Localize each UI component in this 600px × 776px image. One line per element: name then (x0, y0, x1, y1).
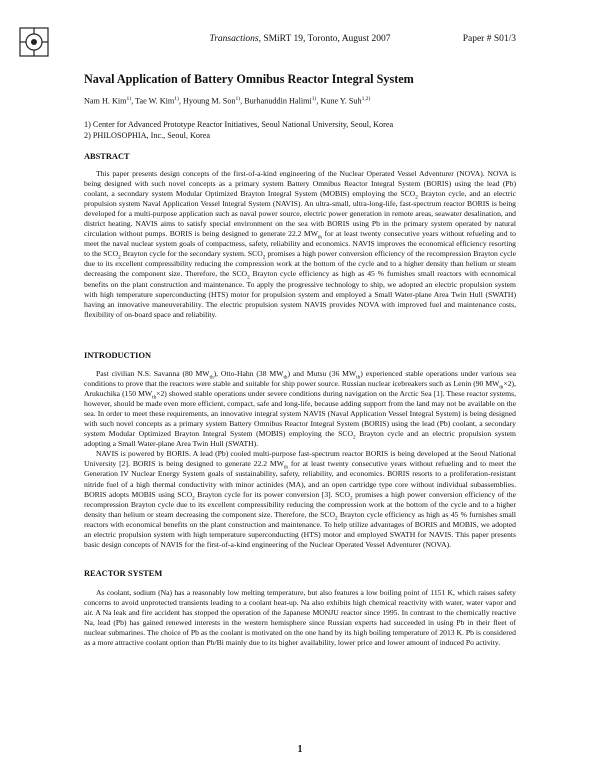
intro-paragraph-2: NAVIS is powered by BORIS. A lead (Pb) cooled multi-purpose fast-spectrum reactor BORIS is being developed at the Seoul National University [2]. BORIS is being designed to generate 22.2 $MW_{th}$ for at least twenty consecutive years without refueling and to meet the Generation IV Nuclear Energy System goals of sustainability, safety, reliability, and economics. BORIS resorts to a proliferation-resistant nitride fuel of a high thermal conductivity with minor actinides (MA), and an open cartridge type core without individual subassemblies. BORIS adopts MOBIS using $SCO_2$ Brayton cycle for its power conversion [3]. $SCO_2$ promises a high power conversion efficiency of the recompression Brayton cycle due to its excellent compressibility reducing the compression work at the bottom of the cycle and to a higher density than helium or steam decreasing the component size. Therefore, the $SCO_2$ Brayton cycle efficiency as high as 45 % furnishes small reactors with economical benefits on the plant construction and maintenance. To help utilize advantages of BORIS and MOBIS, we adopted an electric propulsion system with high temperature superconducting (HTS) motor and employed SWATH for NAVIS. This paper presents basic design concepts of NAVIS for the first-of-a-kind engineering of the Nuclear Operated Vessel Adventurer (NOVA). (84, 449, 516, 549)
abstract-heading: ABSTRACT (84, 152, 130, 161)
author-affil-mark: 1) (311, 96, 317, 102)
author-list (84, 96, 516, 106)
introduction-heading: INTRODUCTION (84, 351, 152, 360)
author-name: Nam H. Kim (84, 96, 127, 106)
abstract-paragraph: This paper presents design concepts of the first-of-a-kind engineering of the Nuclear Operated Vessel Adventurer (NOVA). NOVA is being designed with such novel concepts as a primary system Battery Omnibus Reactor Integral System (BORIS) using the lead (Pb) coolant, a secondary system Modular Optimized Brayton Integral System (MOBIS) employing the $SCO_2$ Brayton cycle, and an electric propulsion system Naval Application Vessel Integral System (NAVIS). An ultra-small, ultra-long-life, fast-spectrum reactor BORIS is being developed for a multi-purpose application such as naval power source, electric power generation in remote areas, seawater desalination, and district heating. NAVIS aims to satisfy special environment on the sea with BORIS using Pb in the primary system operated by natural circulation without pumps. BORIS is being designed to generate 22.2 $MW_{th}$ for at least twenty consecutive years without refueling and to meet the naval nuclear system goals of compactness, safety, reliability and economics. NAVIS improves the economical efficiency resorting to the $SCO_2$ Brayton cycle for the secondary system. $SCO_2$ promises a high power conversion efficiency of the recompression Brayton cycle due to its excellent compressibility reducing the compression work at the bottom of the cycle and to a higher density than helium or steam decreasing the component size. Therefore, the $SCO_2$ Brayton cycle efficiency as high as 45 % furnishes small reactors with economical benefits on the plant construction and maintenance. To apply the progressive technology to ship, we adopted an electric propulsion system with high temperature superconducting (HTS) motor for propulsion system and employed a Small Water-plane Area Twin Hull (SWATH) having an innovative maneuverability. The electric propulsion system NAVIS provides NOVA with improved fuel and maintenance costs, flexibility of on-board space and reliability. (84, 169, 516, 319)
author-name: , Tae W. Kim (131, 96, 175, 106)
reactor-system-body (84, 588, 516, 648)
author-affil-mark: 1) (235, 96, 241, 102)
author-name: , Hyoung M. Son (178, 96, 236, 106)
author-affil-mark: 1) (174, 96, 179, 102)
running-header (84, 34, 516, 48)
intro-paragraph-1: Past civilian N.S. Savanna (80 $MW_{th}$), Otto-Hahn (38 $MW_{th}$) and Mutsu (36 $MW_{th}$) experienced stable operations under various sea conditions to prove that the reactors were stable and suitable for ship power source. Russian nuclear icebreakers such as Lenin (90 $MW_{th}\times 2$), Arukuchika (150 $MW_{th}\times 2$) showed stable operations under severe conditions during navigation on the Arctic Sea [1]. These reactor systems, however, should be made even more efficient, compact, safe and long-life, because adding support from the land may not be available on the sea. In order to meet these requirements, an innovative integral system NAVIS (Naval Application Vessel Integral System) is being designed with such novel concepts as a primary system Battery Omnibus Reactor Integral System (BORIS) using the lead (Pb) coolant, a secondary system Modular Optimized Brayton Integral System (MOBIS) employing the $SCO_2$ Brayton cycle and an electric propulsion system adopting a Small Water-plane Area Twin Hull (SWATH). (84, 369, 516, 449)
abstract-body (84, 169, 516, 320)
reactor-paragraph: As coolant, sodium (Na) has a reasonably low melting temperature, but also features a low boiling point of 1151 K, which raises safety concerns to avoid unprotected transients leading to a coolant heat-up. Na also exhibits high chemical reactivity with water, water vapor and air. A Na leak and fire accident has stopped the operation of the Japanese MONJU reactor since 1995. In contrast to the chemically reactive Na, lead (Pb) has gained renewed interests in the western hemisphere since Russian experts had succeeded in using Pb in their fleet of nuclear submarines. The choice of Pb as the coolant is motivated on the one hand by its high boiling temperature of 2013 K. Pb is considered as a more attractive coolant option than Pb/Bi mainly due to its higher availability, lower price and lower amount of induced Po activity. (84, 588, 516, 648)
author-affil-mark: 1) (126, 96, 132, 102)
reactor-system-heading: REACTOR SYSTEM (84, 569, 163, 578)
header-conference-text: , SMiRT 19, Toronto, August 2007 (258, 34, 391, 44)
paper-title: Naval Application of Battery Omnibus Reactor Integral System (84, 72, 414, 86)
affiliation-2: 2) PHILOSOPHIA, Inc., Seoul, Korea (84, 131, 210, 140)
header-journal: Transactions (209, 34, 259, 44)
author-name: , Kune Y. Suh (316, 96, 362, 106)
header-paper-number: Paper # S01/3 (462, 34, 516, 44)
page-number: 1 (297, 744, 303, 755)
introduction-body (84, 369, 516, 550)
affiliation-1: 1) Center for Advanced Prototype Reactor Initiatives, Seoul National University, Seoul, Korea (84, 120, 394, 129)
header-conference (84, 34, 516, 44)
author-name: , Burhanuddin Halimi (240, 96, 312, 106)
smirt-logo-icon (18, 26, 50, 58)
author-affil-mark: 1,2) (361, 96, 371, 102)
